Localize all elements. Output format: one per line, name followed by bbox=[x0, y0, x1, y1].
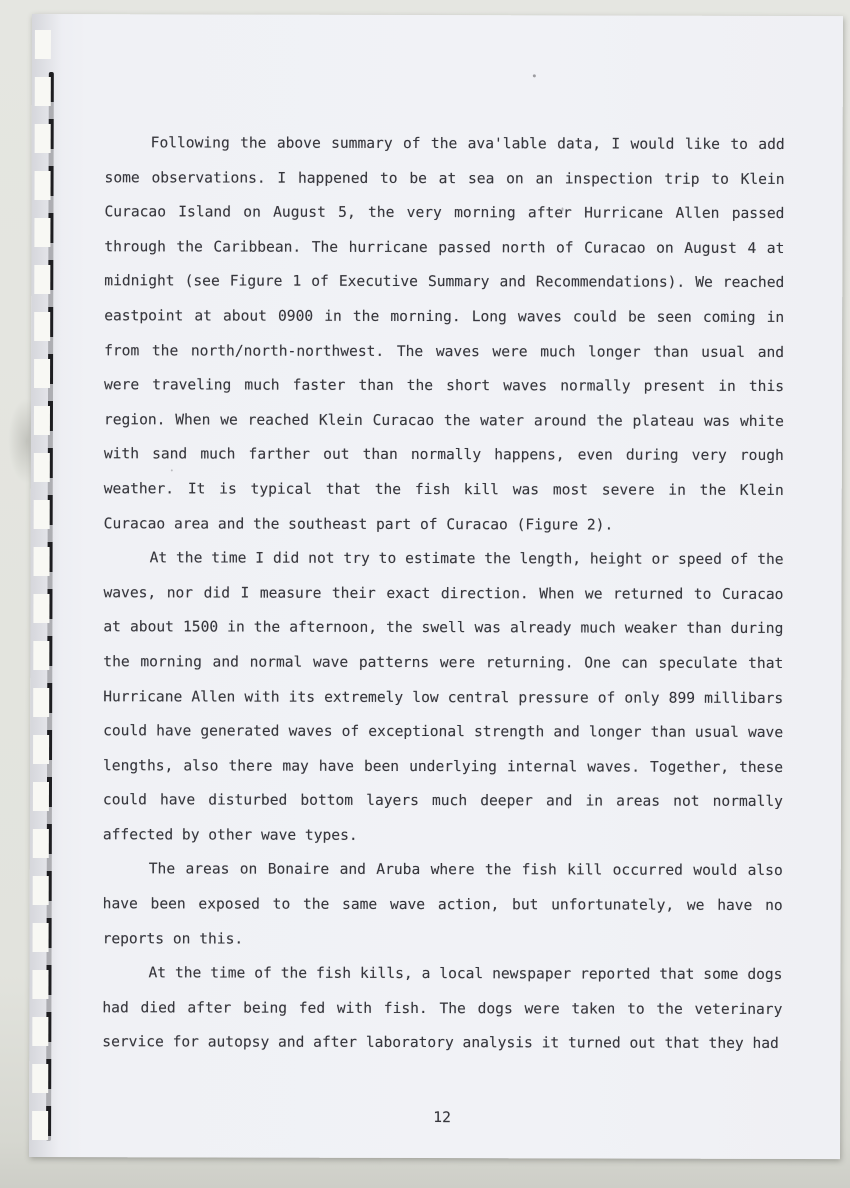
text-line: at about 1500 in the afternoon, the swell was already much weaker than during bbox=[103, 618, 784, 638]
ink-speck bbox=[533, 74, 536, 77]
text-line: midnight (see Figure 1 of Executive Summary and Recommendations). We reached bbox=[104, 272, 785, 292]
text-line: with sand much farther out than normally happens, even during very rough bbox=[103, 445, 784, 465]
text-line: region. When we reached Klein Curacao the water around the plateau was white bbox=[103, 410, 784, 430]
text-line: could have disturbed bottom layers much deeper and in areas not normally bbox=[102, 791, 783, 811]
page-number: 12 bbox=[433, 1109, 451, 1127]
text-line: from the north/north-northwest. The waves were much longer than usual and bbox=[104, 341, 785, 361]
text-line: weather. It is typical that the fish kill was most severe in the Klein bbox=[103, 480, 784, 499]
text-line: could have generated waves of exceptional strength and longer than usual wave bbox=[103, 722, 784, 742]
text-line: the morning and normal wave patterns were returning. One can speculate that bbox=[103, 653, 784, 672]
text-line: service for autopsy and after laboratory analysis it turned out that they had bbox=[102, 1033, 779, 1053]
text-line: The areas on Bonaire and Aruba where the fish kill occurred would also bbox=[148, 860, 783, 880]
paragraph-observations-intro bbox=[104, 126, 785, 543]
text-line: At the time of the fish kills, a local newspaper reported that some dogs bbox=[148, 964, 783, 984]
text-line: At the time I did not try to estimate the length, height or speed of the bbox=[149, 549, 784, 569]
text-line: lengths, also there may have been underlying internal waves. Together, these bbox=[103, 756, 784, 776]
text-line: eastpoint at about 0900 in the morning. Long waves could be seen coming in bbox=[104, 307, 785, 326]
binding-comb-teeth bbox=[32, 30, 51, 1149]
page-body-text bbox=[102, 126, 784, 1062]
text-line: Curacao Island on August 5, the very morning after Hurricane Allen passed bbox=[104, 203, 785, 223]
text-line: Following the above summary of the ava'lable data, I would like to add bbox=[150, 134, 785, 153]
text-line: reports on this. bbox=[102, 929, 244, 948]
text-line: Curacao area and the southeast part of Curacao (Figure 2). bbox=[103, 514, 614, 534]
text-line: waves, nor did I measure their exact direction. When we returned to Curacao bbox=[103, 583, 784, 603]
paragraph-wave-speculation bbox=[103, 541, 784, 854]
document-page bbox=[29, 14, 843, 1159]
text-line: were traveling much faster than the short waves normally present in this bbox=[104, 376, 785, 396]
paragraph-dogs bbox=[102, 956, 782, 1062]
text-line: had died after being fed with fish. The dogs were taken to the veterinary bbox=[102, 999, 783, 1018]
text-line: through the Caribbean. The hurricane passed north of Curacao on August 4 at bbox=[104, 237, 785, 257]
text-line: affected by other wave types. bbox=[102, 826, 358, 844]
text-line: have been exposed to the same wave action, but unfortunately, we have no bbox=[102, 895, 783, 915]
text-line: Hurricane Allen with its extremely low central pressure of only 899 millibars bbox=[103, 687, 784, 707]
paragraph-bonaire-aruba bbox=[103, 853, 783, 959]
text-line: some observations. I happened to be at sea on an inspection trip to Klein bbox=[104, 168, 785, 188]
